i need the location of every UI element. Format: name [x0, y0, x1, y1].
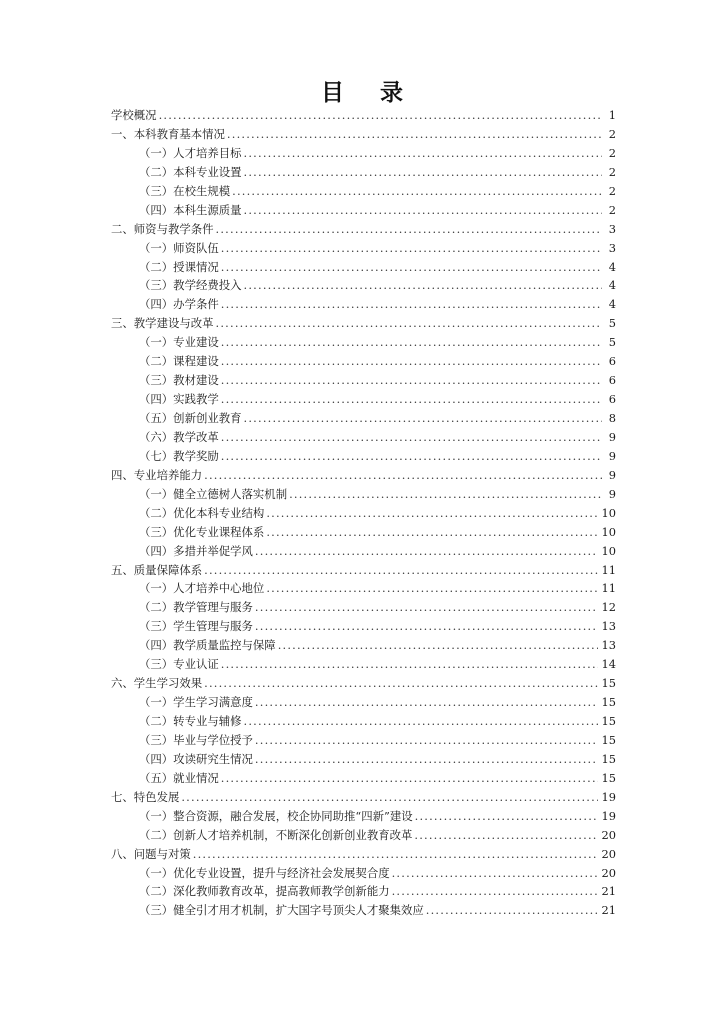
toc-subsection-entry[interactable]: [111, 731, 616, 750]
toc-page-number: 4: [608, 278, 616, 293]
toc-subsection-entry[interactable]: [111, 447, 616, 466]
toc-entry-label: 二、师资与教学条件: [111, 221, 214, 236]
toc-entry-label: （一）人才培养中心地位: [139, 581, 265, 596]
toc-dot-leader: [244, 163, 602, 182]
toc-entry-label: 八、问题与对策: [111, 846, 191, 861]
toc-dot-leader: [244, 144, 602, 163]
toc-entry-label: （四）多措并举促学风: [139, 543, 253, 558]
toc-entry-label: （四）教学质量监控与保障: [139, 638, 276, 653]
toc-subsection-entry[interactable]: [111, 144, 616, 163]
toc-entry-label: （四）攻读研究生情况: [139, 751, 253, 766]
toc-page-number: 10: [601, 524, 616, 539]
toc-subsection-entry[interactable]: [111, 523, 616, 542]
toc-page-number: 2: [608, 202, 616, 217]
toc-subsection-entry[interactable]: [111, 617, 616, 636]
toc-dot-leader: [227, 125, 602, 144]
toc-page-number: 13: [601, 619, 616, 634]
toc-page-number: 11: [601, 562, 616, 577]
toc-subsection-entry[interactable]: [111, 598, 616, 617]
toc-entry-label: （三）优化专业课程体系: [139, 524, 265, 539]
toc-page-number: 5: [608, 335, 616, 350]
toc-entry-label: （四）本科生源质量: [139, 202, 242, 217]
toc-entry-label: （四）办学条件: [139, 297, 219, 312]
toc-entry-label: （三）在校生规模: [139, 183, 231, 198]
toc-dot-leader: [278, 636, 598, 655]
toc-dot-leader: [221, 239, 602, 258]
toc-subsection-entry[interactable]: [111, 864, 616, 883]
toc-entry-label: （三）教材建设: [139, 373, 219, 388]
toc-page-number: 3: [608, 240, 616, 255]
toc-entry-label: （三）专业认证: [139, 657, 219, 672]
toc-entry-label: （一）专业建设: [139, 335, 219, 350]
toc-dot-leader: [221, 295, 602, 314]
toc-dot-leader: [204, 466, 602, 485]
toc-entry-label: 四、专业培养能力: [111, 467, 203, 482]
toc-subsection-entry[interactable]: [111, 352, 616, 371]
toc-subsection-entry[interactable]: [111, 807, 616, 826]
toc-page-number: 6: [608, 373, 616, 388]
toc-entry-label: （三）教学经费投入: [139, 278, 242, 293]
toc-subsection-entry[interactable]: [111, 579, 616, 598]
toc-entry-label: （二）优化本科专业结构: [139, 505, 265, 520]
toc-page-number: 3: [608, 221, 616, 236]
toc-entry-label: （二）创新人才培养机制，不断深化创新创业教育改革: [139, 827, 413, 842]
toc-page-number: 15: [601, 676, 616, 691]
toc-page-number: 9: [608, 486, 616, 501]
toc-page-number: 8: [608, 411, 616, 425]
toc-entry-label: （一）人才培养目标: [139, 145, 242, 160]
toc-dot-leader: [266, 504, 597, 523]
toc-page-number: 10: [601, 505, 616, 520]
toc-subsection-entry[interactable]: [111, 182, 616, 201]
toc-page-number: 12: [601, 600, 616, 615]
toc-dot-leader: [221, 258, 602, 277]
toc-subsection-entry[interactable]: [111, 390, 616, 409]
toc-dot-leader: [221, 447, 602, 466]
toc-entry-label: （五）就业情况: [139, 770, 219, 785]
toc-entry-label: 七、特色发展: [111, 789, 180, 804]
toc-page-number: 19: [601, 808, 616, 823]
toc-page-number: 20: [601, 827, 616, 842]
toc-section-entry[interactable]: [111, 466, 616, 485]
toc-page-number: 20: [601, 865, 616, 880]
toc-subsection-entry[interactable]: [111, 504, 616, 523]
toc-dot-leader: [244, 712, 598, 731]
toc-page-number: 9: [608, 429, 616, 444]
toc-subsection-entry[interactable]: [111, 882, 616, 901]
toc-entry-label: 三、教学建设与改革: [111, 316, 214, 331]
toc-page-number: 1: [608, 108, 616, 122]
toc-dot-leader: [392, 864, 598, 883]
toc-subsection-entry[interactable]: [111, 901, 616, 920]
toc-dot-leader: [289, 485, 602, 504]
toc-dot-leader: [193, 845, 598, 864]
toc-page-number: 19: [601, 789, 616, 804]
toc-dot-leader: [266, 579, 597, 598]
toc-entry-label: （一）整合资源，融合发展，校企协同助推“四新”建设: [139, 808, 413, 823]
toc-dot-leader: [216, 220, 602, 239]
toc-page-number: 15: [601, 732, 616, 747]
toc-entry-label: （一）师资队伍: [139, 240, 219, 255]
toc-dot-leader: [255, 617, 598, 636]
toc-section-entry[interactable]: [111, 674, 616, 693]
toc-entry-label: （三）健全引才用才机制，扩大国字号顶尖人才聚集效应: [139, 903, 424, 918]
toc-subsection-entry[interactable]: [111, 371, 616, 390]
toc-entry-label: （二）本科专业设置: [139, 164, 242, 179]
toc-dot-leader: [221, 769, 598, 788]
toc-subsection-entry[interactable]: [111, 258, 616, 277]
toc-subsection-entry[interactable]: [111, 769, 616, 788]
toc-dot-leader: [244, 276, 602, 295]
toc-entry-label: 五、质量保障体系: [111, 562, 203, 577]
toc-page-number: 15: [601, 695, 616, 710]
toc-entry-label: 一、本科教育基本情况: [111, 126, 225, 141]
toc-page-number: 2: [608, 183, 616, 198]
toc-subsection-entry[interactable]: [111, 276, 616, 295]
toc-subsection-entry[interactable]: [111, 712, 616, 731]
toc-entry-label: （四）实践教学: [139, 392, 219, 407]
toc-dot-leader: [244, 201, 602, 220]
toc-subsection-entry[interactable]: [111, 163, 616, 182]
toc-section-entry[interactable]: [111, 561, 616, 580]
toc-subsection-entry[interactable]: [111, 655, 616, 674]
toc-dot-leader: [221, 352, 602, 371]
toc-dot-leader: [244, 409, 602, 428]
toc-subsection-entry[interactable]: [111, 409, 616, 428]
toc-entry-label: （七）教学奖励: [139, 448, 219, 463]
toc-page-number: 6: [608, 354, 616, 369]
toc-section-entry[interactable]: [111, 788, 616, 807]
toc-page-number: 6: [608, 392, 616, 407]
toc-entry-label: （五）创新创业教育: [139, 411, 242, 425]
toc-entry-label: （三）毕业与学位授予: [139, 732, 253, 747]
toc-dot-leader: [204, 561, 597, 580]
toc-dot-leader: [221, 333, 602, 352]
toc-dot-leader: [221, 655, 598, 674]
toc-page-number: 2: [608, 164, 616, 179]
toc-subsection-entry[interactable]: [111, 333, 616, 352]
toc-entry-label: （二）深化教师教育改革，提高教师教学创新能力: [139, 884, 390, 899]
table-of-contents: [111, 106, 616, 920]
toc-subsection-entry[interactable]: [111, 636, 616, 655]
toc-dot-leader: [255, 693, 598, 712]
toc-page-number: 2: [608, 145, 616, 160]
toc-page-number: 21: [601, 903, 616, 918]
toc-dot-leader: [392, 882, 598, 901]
toc-subsection-entry[interactable]: [111, 542, 616, 561]
toc-section-entry[interactable]: [111, 106, 616, 125]
toc-page-number: 14: [601, 657, 616, 672]
toc-dot-leader: [414, 826, 597, 845]
toc-entry-label: （二）授课情况: [139, 259, 219, 274]
toc-dot-leader: [221, 390, 602, 409]
toc-dot-leader: [255, 731, 598, 750]
toc-section-entry[interactable]: [111, 845, 616, 864]
toc-dot-leader: [426, 901, 598, 920]
toc-dot-leader: [232, 182, 602, 201]
toc-section-entry[interactable]: [111, 314, 616, 333]
toc-subsection-entry[interactable]: [111, 295, 616, 314]
toc-entry-label: 学校概况: [111, 108, 157, 122]
toc-entry-label: 六、学生学习效果: [111, 676, 203, 691]
toc-dot-leader: [216, 314, 602, 333]
toc-dot-leader: [255, 598, 598, 617]
toc-dot-leader: [204, 674, 597, 693]
toc-dot-leader: [415, 807, 598, 826]
toc-page-number: 4: [608, 259, 616, 274]
toc-dot-leader: [255, 750, 598, 769]
toc-dot-leader: [181, 788, 597, 807]
toc-page-number: 9: [608, 448, 616, 463]
toc-subsection-entry[interactable]: [111, 428, 616, 447]
toc-entry-label: （一）健全立德树人落实机制: [139, 486, 288, 501]
toc-subsection-entry[interactable]: [111, 750, 616, 769]
toc-entry-label: （二）转专业与辅修: [139, 714, 242, 728]
toc-entry-label: （二）课程建设: [139, 354, 219, 369]
toc-page-number: 15: [601, 714, 616, 728]
toc-subsection-entry[interactable]: [111, 693, 616, 712]
toc-page-number: 9: [608, 467, 616, 482]
toc-dot-leader: [221, 371, 602, 390]
toc-page-number: 4: [608, 297, 616, 312]
toc-page-number: 11: [601, 581, 616, 596]
toc-entry-label: （二）教学管理与服务: [139, 600, 253, 615]
toc-page-number: 5: [608, 316, 616, 331]
toc-page-number: 2: [608, 126, 616, 141]
toc-subsection-entry[interactable]: [111, 485, 616, 504]
toc-page-number: 15: [601, 751, 616, 766]
toc-subsection-entry[interactable]: [111, 201, 616, 220]
toc-page-number: 13: [601, 638, 616, 653]
toc-subsection-entry[interactable]: [111, 826, 616, 845]
toc-page-number: 20: [601, 846, 616, 861]
toc-page-number: 21: [601, 884, 616, 899]
toc-entry-label: （三）学生管理与服务: [139, 619, 253, 634]
toc-section-entry[interactable]: [111, 125, 616, 144]
toc-dot-leader: [159, 106, 602, 125]
toc-page-number: 10: [601, 543, 616, 558]
toc-page-number: 15: [601, 770, 616, 785]
toc-subsection-entry[interactable]: [111, 239, 616, 258]
toc-entry-label: （一）学生学习满意度: [139, 695, 253, 710]
toc-entry-label: （一）优化专业设置，提升与经济社会发展契合度: [139, 865, 390, 880]
toc-section-entry[interactable]: [111, 220, 616, 239]
toc-dot-leader: [221, 428, 602, 447]
toc-dot-leader: [266, 523, 597, 542]
toc-entry-label: （六）教学改革: [139, 429, 219, 444]
toc-dot-leader: [255, 542, 598, 561]
toc-title: 目 录: [320, 80, 417, 106]
